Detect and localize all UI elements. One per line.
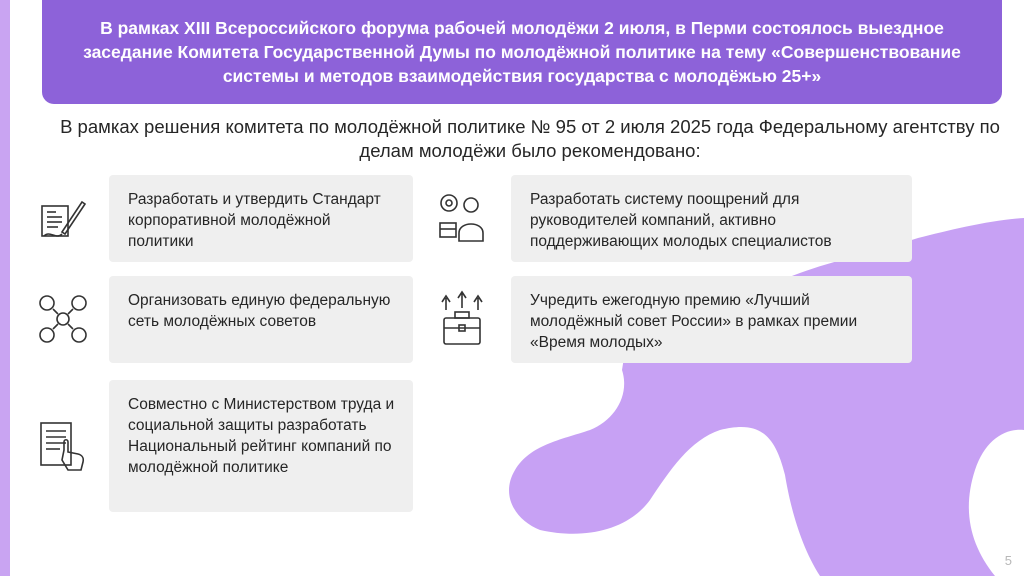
intro-text: В рамках решения комитета по молодёжной политике № 95 от 2 июля 2025 года Федеральному агентству по делам молодёжи было рекомендовано: xyxy=(60,116,1000,161)
recommendation-text: Разработать систему поощрений для руководителей компаний, активно поддерживающих молодых специалистов xyxy=(530,191,832,250)
recommendation-text: Совместно с Министерством труда и социальной защиты разработать Национальный рейтинг компаний по молодёжной политике xyxy=(128,396,395,476)
title-banner xyxy=(42,0,1002,104)
recommendation-card xyxy=(511,175,912,262)
recommendation-text: Организовать единую федеральную сеть молодёжных советов xyxy=(128,292,391,330)
slide-title: В рамках XIII Всероссийского форума рабочей молодёжи 2 июля, в Перми состоялось выездное заседание Комитета Государственной Думы по молодёжной политике на тему «Совершенствование системы и методов взаимодействия государства с молодёжью 25+» xyxy=(83,18,961,86)
page-number: 5 xyxy=(1004,553,1012,568)
recommendation-card xyxy=(109,380,413,512)
document-hand-icon xyxy=(38,420,88,472)
briefcase-arrows-icon xyxy=(438,290,486,348)
manager-award-icon xyxy=(437,193,489,243)
recommendation-card xyxy=(109,276,413,363)
document-signing-icon xyxy=(38,196,86,242)
recommendation-card xyxy=(511,276,912,363)
recommendation-card xyxy=(109,175,413,262)
recommendation-text: Разработать и утвердить Стандарт корпоративной молодёжной политики xyxy=(128,191,381,250)
network-people-icon xyxy=(38,294,88,344)
recommendation-text: Учредить ежегодную премию «Лучший молодёжный совет России» в рамках премии «Время молодых» xyxy=(530,292,858,351)
